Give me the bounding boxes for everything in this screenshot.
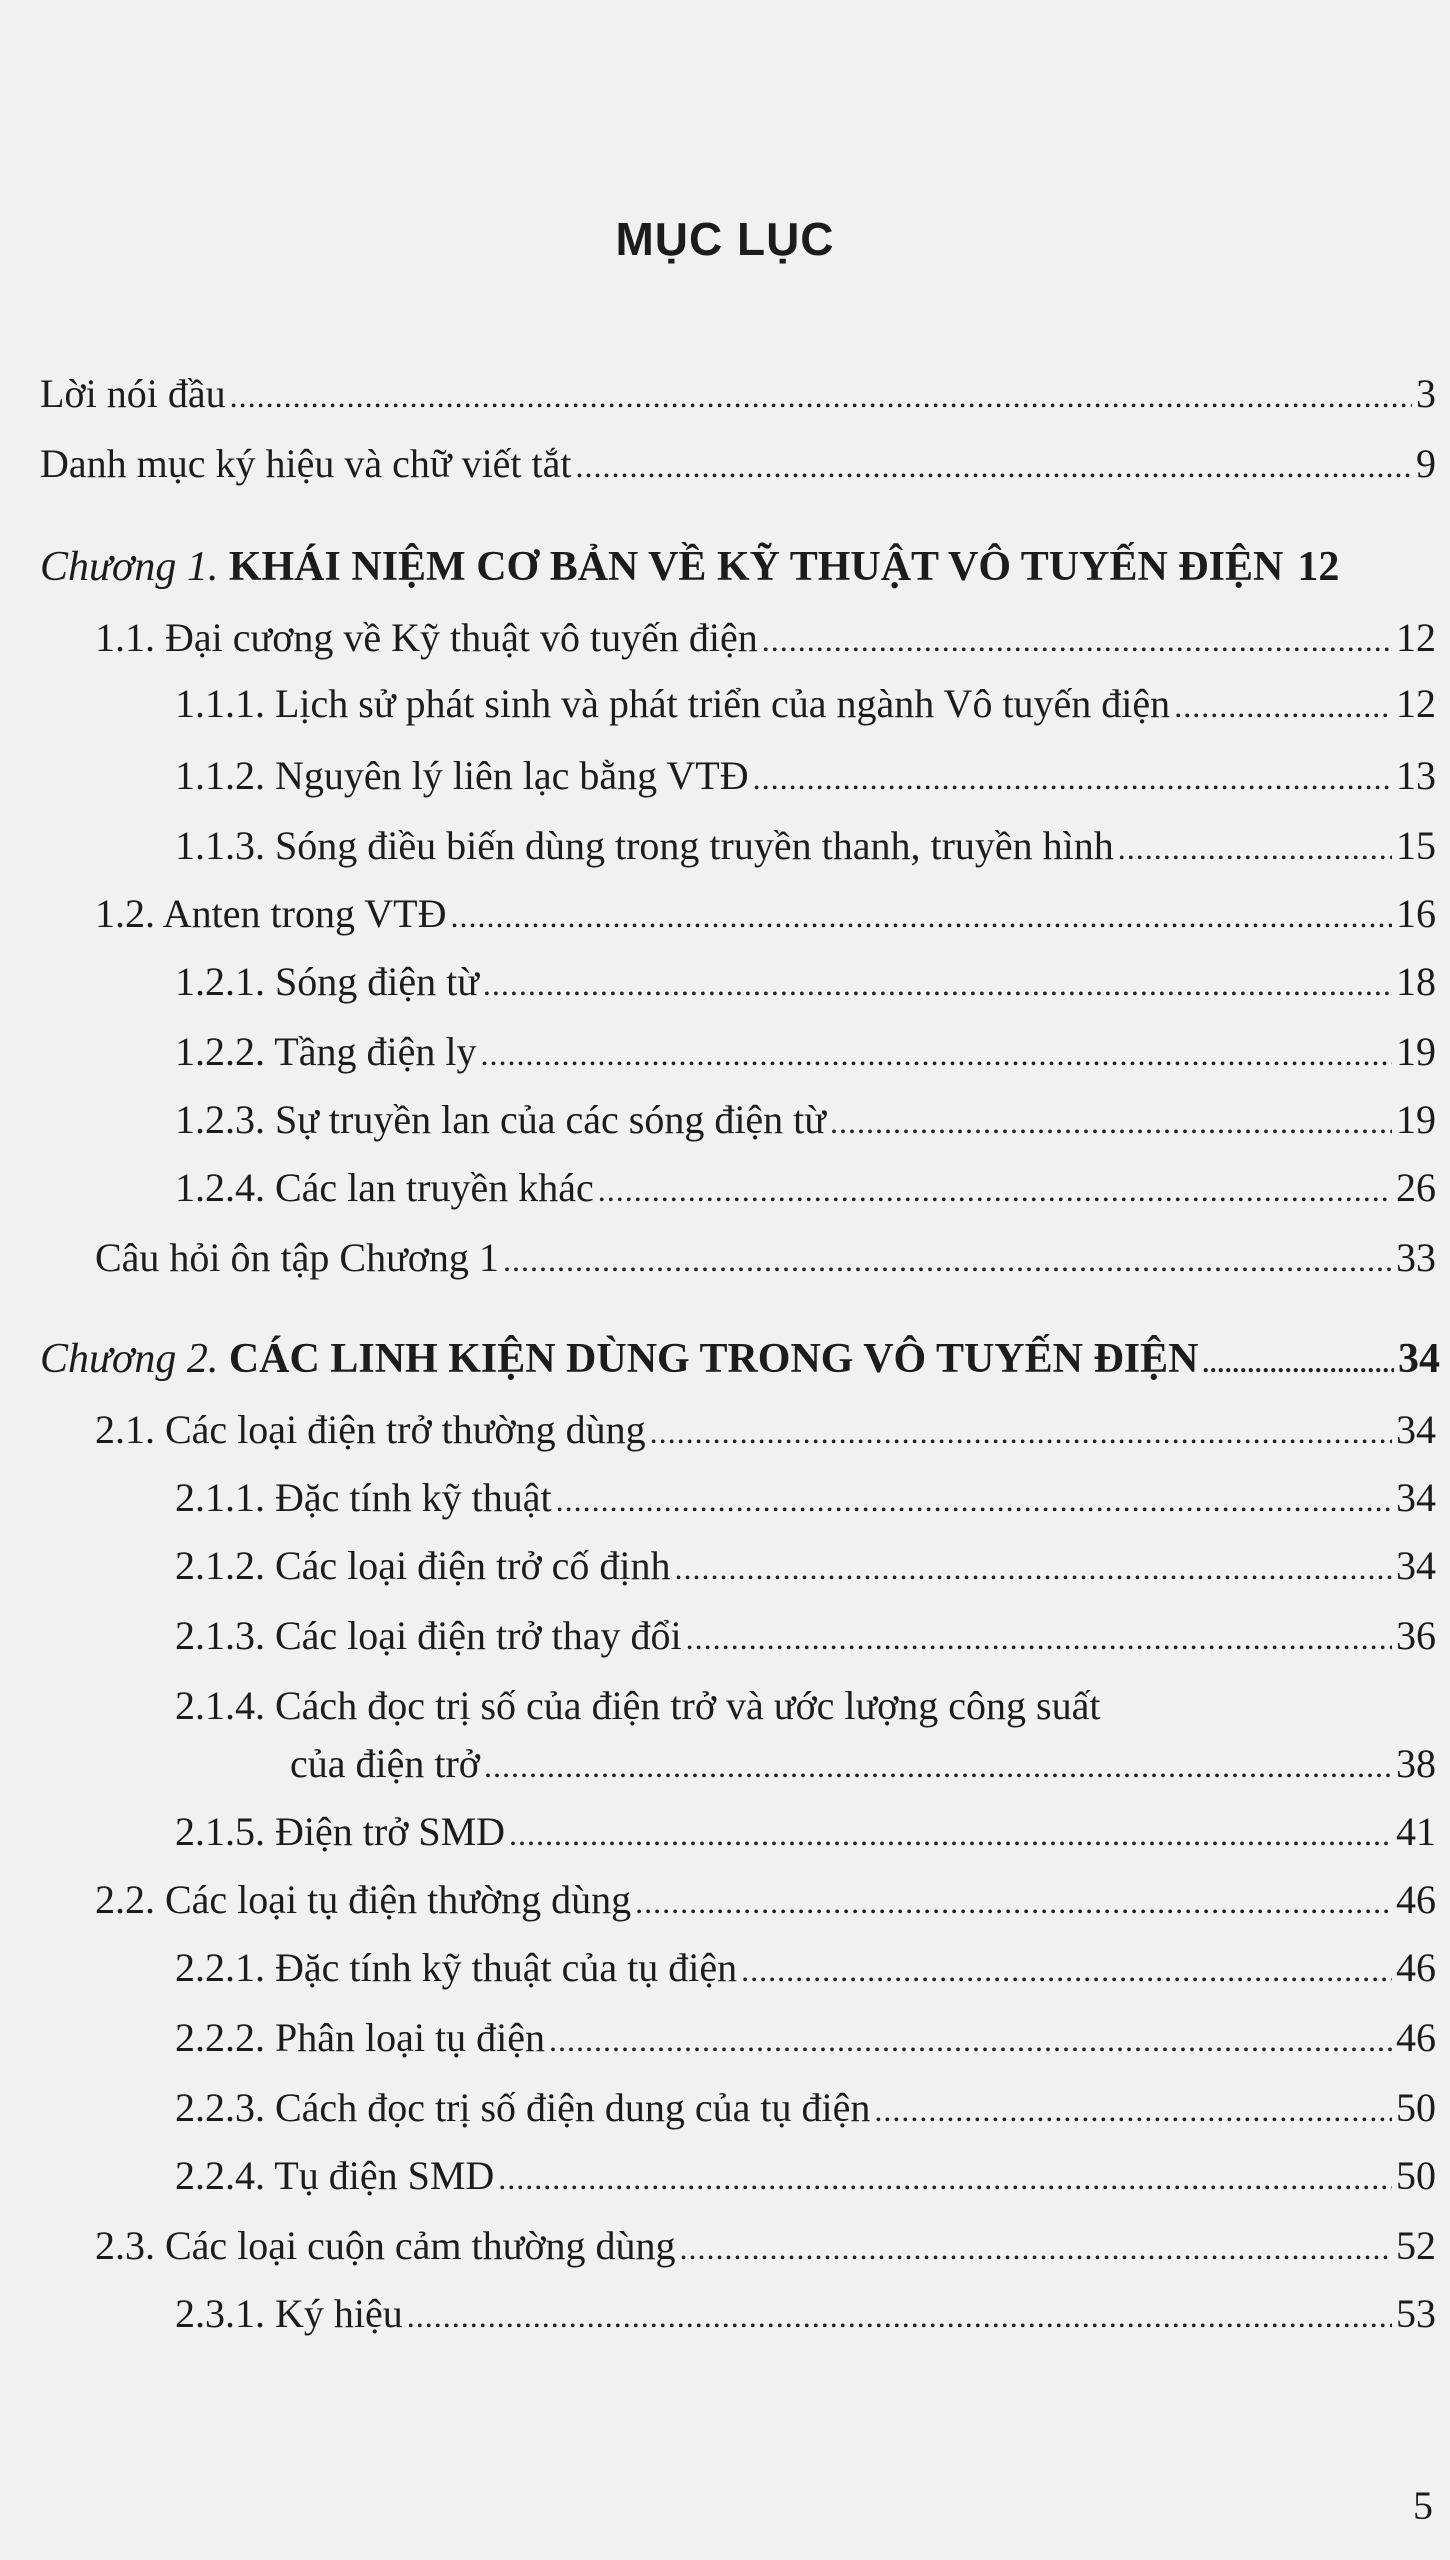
dot-leader xyxy=(498,2159,1392,2197)
toc-entry[interactable] xyxy=(95,614,1436,662)
dot-leader xyxy=(741,1951,1392,1989)
toc-entry-label: 2.2.3. Cách đọc trị số điện dung của tụ điện xyxy=(175,2085,871,2130)
toc-entry[interactable] xyxy=(175,1028,1436,1076)
toc-entry-label: 2.1.5. Điện trở SMD xyxy=(175,1809,506,1854)
toc-entry-label: 1.2.1. Sóng điện từ xyxy=(175,959,479,1004)
toc-entry-page: 34 xyxy=(1396,1543,1436,1588)
toc-entry-label: 2.3.1. Ký hiệu xyxy=(175,2291,403,2336)
dot-leader xyxy=(407,2297,1392,2335)
toc-entry-page: 19 xyxy=(1396,1029,1436,1074)
toc-entry-label: 1.1.2. Nguyên lý liên lạc bằng VTĐ xyxy=(175,753,749,798)
toc-entry[interactable] xyxy=(175,1612,1436,1660)
toc-entry-label: 2.2.1. Đặc tính kỹ thuật của tụ điện xyxy=(175,1945,738,1990)
toc-entry-page: 53 xyxy=(1396,2291,1436,2336)
toc-entry[interactable] xyxy=(175,2014,1436,2062)
dot-leader xyxy=(556,1481,1392,1519)
toc-entry-page: 34 xyxy=(1396,1407,1436,1452)
toc-entry-label: 2.3. Các loại cuộn cảm thường dùng xyxy=(95,2223,676,2268)
toc-entry[interactable] xyxy=(175,1474,1436,1522)
toc-entry[interactable] xyxy=(175,2152,1436,2200)
toc-entry-page: 46 xyxy=(1396,1945,1436,1990)
toc-entry-label: Danh mục ký hiệu và chữ viết tắt xyxy=(40,441,572,486)
toc-entry-page: 46 xyxy=(1396,2015,1436,2060)
dot-leader xyxy=(230,377,1412,415)
dot-leader xyxy=(450,897,1392,935)
toc-entry[interactable] xyxy=(175,1096,1436,1144)
chapter-2-heading[interactable] xyxy=(40,1334,1440,1384)
toc-entry-label: 2.1.3. Các loại điện trở thay đổi xyxy=(175,1613,682,1658)
toc-entry-label: 1.1.3. Sóng điều biến dùng trong truyền thanh, truyền hình xyxy=(175,823,1114,868)
toc-entry-label: 2.1.2. Các loại điện trở cố định xyxy=(175,1543,671,1588)
toc-entry-review-questions[interactable] xyxy=(95,1234,1436,1282)
toc-entry-label-continuation: của điện trở xyxy=(290,1741,480,1786)
toc-entry-label: Câu hỏi ôn tập Chương 1 xyxy=(95,1235,499,1280)
toc-entry-page: 15 xyxy=(1396,823,1436,868)
dot-leader xyxy=(1118,829,1392,867)
chapter-page: 34 xyxy=(1398,1336,1440,1382)
toc-entry-label: 2.1. Các loại điện trở thường dùng xyxy=(95,1407,646,1452)
page-title: MỤC LỤC xyxy=(615,213,835,265)
toc-entry-page: 19 xyxy=(1396,1097,1436,1142)
toc-entry[interactable] xyxy=(95,2222,1436,2270)
toc-entry-page: 13 xyxy=(1396,753,1436,798)
dot-leader xyxy=(480,1035,1392,1073)
dot-leader xyxy=(753,759,1392,797)
toc-entry-label: 1.1.1. Lịch sử phát sinh và phát triển của ngành Vô tuyến điện xyxy=(175,681,1171,726)
toc-entry[interactable] xyxy=(175,822,1436,870)
dot-leader xyxy=(874,2091,1392,2129)
toc-entry-page: 52 xyxy=(1396,2223,1436,2268)
dot-leader xyxy=(762,621,1392,659)
toc-entry-label: 1.2.4. Các lan truyền khác xyxy=(175,1165,594,1210)
toc-entry-label: 2.2.2. Phân loại tụ điện xyxy=(175,2015,545,2060)
toc-entry[interactable] xyxy=(175,1808,1436,1856)
toc-entry-label: 1.2.2. Tầng điện ly xyxy=(175,1029,477,1074)
dot-leader xyxy=(1203,1348,1395,1379)
toc-entry[interactable] xyxy=(95,1876,1436,1924)
toc-entry-abbreviations[interactable] xyxy=(40,440,1436,488)
toc-entry-page: 26 xyxy=(1396,1165,1436,1210)
dot-leader xyxy=(686,1619,1392,1657)
toc-entry[interactable] xyxy=(175,680,1436,728)
chapter-name: CÁC LINH KIỆN DÙNG TRONG VÔ TUYẾN ĐIỆN xyxy=(228,1336,1199,1382)
toc-entry-page: 34 xyxy=(1396,1475,1436,1520)
toc-entry-label: 1.1. Đại cương về Kỹ thuật vô tuyến điện xyxy=(95,615,758,660)
chapter-page: 12 xyxy=(1297,544,1340,590)
dot-leader xyxy=(635,1883,1392,1921)
toc-entry[interactable] xyxy=(175,1944,1436,1992)
toc-entry-page: 3 xyxy=(1416,371,1436,416)
dot-leader xyxy=(483,965,1392,1003)
toc-entry-page: 9 xyxy=(1416,441,1436,486)
dot-leader xyxy=(549,2021,1392,2059)
toc-entry-page: 36 xyxy=(1396,1613,1436,1658)
toc-entry-page: 46 xyxy=(1396,1877,1436,1922)
dot-leader xyxy=(598,1171,1392,1209)
toc-entry[interactable] xyxy=(175,2290,1436,2338)
toc-entry[interactable] xyxy=(95,890,1436,938)
chapter-prefix: Chương 1. xyxy=(40,544,219,590)
toc-entry-page: 12 xyxy=(1396,615,1436,660)
toc-entry[interactable] xyxy=(175,1542,1436,1590)
toc-entry-page: 18 xyxy=(1396,959,1436,1004)
toc-entry-page: 50 xyxy=(1396,2085,1436,2130)
toc-entry[interactable] xyxy=(95,1406,1436,1454)
toc-entry-page: 41 xyxy=(1396,1809,1436,1854)
dot-leader xyxy=(503,1241,1392,1279)
toc-entry-page: 33 xyxy=(1396,1235,1436,1280)
toc-entry-page: 50 xyxy=(1396,2153,1436,2198)
chapter-name: KHÁI NIỆM CƠ BẢN VỀ KỸ THUẬT VÔ TUYẾN ĐIỆN xyxy=(228,544,1284,590)
dot-leader xyxy=(830,1103,1392,1141)
chapter-prefix: Chương 2. xyxy=(40,1336,219,1382)
toc-entry[interactable] xyxy=(175,752,1436,800)
dot-leader xyxy=(509,1815,1392,1853)
toc-entry-label: Lời nói đầu xyxy=(40,371,226,416)
dot-leader xyxy=(675,1549,1393,1587)
toc-entry-label[interactable]: 2.1.4. Cách đọc trị số của điện trở và ước lượng công suất xyxy=(175,1683,1101,1728)
dot-leader xyxy=(650,1413,1392,1451)
page-number: 5 xyxy=(1413,2483,1433,2528)
toc-entry-page: 38 xyxy=(1396,1741,1436,1786)
toc-entry-label: 2.2. Các loại tụ điện thường dùng xyxy=(95,1877,632,1922)
dot-leader xyxy=(484,1747,1392,1785)
toc-entry[interactable] xyxy=(175,958,1436,1006)
toc-entry-label: 1.2.3. Sự truyền lan của các sóng điện từ xyxy=(175,1097,826,1142)
toc-entry-label: 2.2.4. Tụ điện SMD xyxy=(175,2153,495,2198)
toc-entry-label: 2.1.1. Đặc tính kỹ thuật xyxy=(175,1475,552,1520)
toc-entry[interactable] xyxy=(175,2084,1436,2132)
toc-entry-page: 16 xyxy=(1396,891,1436,936)
toc-entry-preface[interactable] xyxy=(40,370,1436,418)
dot-leader xyxy=(576,447,1412,485)
dot-leader xyxy=(1174,687,1392,725)
chapter-1-heading[interactable] xyxy=(40,542,1440,592)
toc-entry-page: 12 xyxy=(1396,681,1436,726)
dot-leader xyxy=(680,2229,1393,2267)
toc-entry-label: 1.2. Anten trong VTĐ xyxy=(95,891,447,936)
toc-entry[interactable] xyxy=(175,1164,1436,1212)
toc-entry[interactable] xyxy=(290,1740,1436,1788)
